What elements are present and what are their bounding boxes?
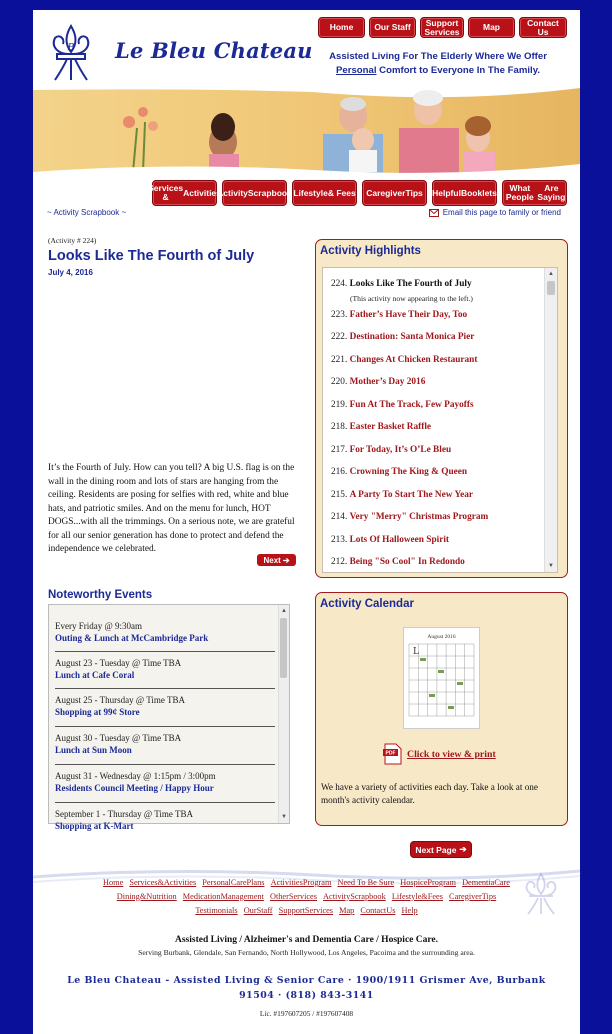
footer-link-support-services[interactable]: SupportServices	[278, 905, 334, 915]
event-item	[55, 658, 275, 680]
item-number: 216.	[331, 467, 348, 477]
highlight-item[interactable]	[331, 400, 474, 410]
fleur-de-lis-logo-icon[interactable]	[47, 24, 95, 84]
tagline	[318, 50, 558, 78]
address-line: Le Bleu Chateau - Assisted Living & Senior Care · 1900/1911 Grismer Ave, Burbank 91504 · (818) 843-3141	[67, 975, 546, 1001]
button-label-line1: Lifestyle	[293, 187, 328, 198]
event-when: August 30 - Tuesday @ Time TBA	[55, 733, 182, 743]
top-navigation	[318, 17, 567, 38]
item-number: 223.	[331, 310, 348, 320]
article-body: It’s the Fourth of July. How can you tell? A big U.S. flag is on the wall in the dining room and lots of stars are hanging from the ceiling. Residents are posing for selfies with red, white and blue hats, and patriotic smiles. And on the menu for lunch, HOT DOGS...with all the trimmings. On a serious note, we are grateful for all our senior generation has done to protect and defend the independence we celebrated.	[48, 463, 295, 554]
button-label-line2: Tips	[405, 187, 423, 198]
next-button-label: Next	[263, 555, 281, 565]
footer-link-help[interactable]: Help	[401, 905, 418, 915]
event-when: September 1 - Thursday @ Time TBA	[55, 809, 193, 819]
item-title: Very "Merry" Christmas Program	[349, 512, 489, 522]
event-when: August 23 - Tuesday @ Time TBA	[55, 658, 182, 668]
footer-link-dining-nutrition[interactable]: Dining&Nutrition	[116, 891, 177, 901]
footer-link-caregiver-tips[interactable]: CaregiverTips	[449, 891, 497, 901]
item-title: Destination: Santa Monica Pier	[349, 332, 475, 342]
event-title: Outing & Lunch at McCambridge Park	[55, 633, 209, 643]
item-title: For Today, It’s O’Le Bleu	[349, 445, 452, 455]
item-number: 212.	[331, 557, 348, 567]
scroll-up-icon[interactable]: ▲	[281, 608, 287, 614]
highlight-item[interactable]	[331, 445, 451, 455]
nav-home-button[interactable]: Home	[318, 17, 365, 38]
activity-calendar-panel	[315, 592, 568, 826]
highlights-list[interactable]	[322, 267, 558, 573]
highlight-item[interactable]	[331, 535, 449, 545]
event-item	[55, 733, 275, 755]
event-when: Every Friday @ 9:30am	[55, 621, 143, 631]
site-header	[33, 10, 580, 82]
item-title: Crowning The King & Queen	[349, 467, 468, 477]
event-divider	[55, 764, 275, 765]
section-navigation	[148, 180, 567, 206]
item-title: Fun At The Track, Few Payoffs	[349, 400, 474, 410]
footer-link-hospice-program[interactable]: HospiceProgram	[400, 878, 456, 887]
envelope-icon	[429, 209, 439, 217]
calendar-description: We have a variety of activities each day. Take a look at one month's activity calendar.	[321, 782, 538, 805]
nav-contact-us-button[interactable]: Contact Us	[519, 17, 567, 38]
nav-caregiver-tips-button[interactable]	[362, 180, 427, 206]
footer-link-medication-management[interactable]: MedicationManagement	[182, 891, 264, 901]
email-page-link[interactable]	[429, 208, 561, 217]
event-divider	[55, 802, 275, 803]
item-number: 222.	[331, 332, 348, 342]
footer-link-home[interactable]: Home	[103, 878, 124, 887]
scroll-up-icon[interactable]: ▲	[548, 271, 554, 277]
highlight-item[interactable]	[331, 557, 465, 567]
item-number: 217.	[331, 445, 348, 455]
nav-lifestyle-fees-button[interactable]	[292, 180, 357, 206]
highlight-item[interactable]	[331, 512, 488, 522]
footer-link-activities-program[interactable]: ActivitiesProgram	[270, 878, 332, 887]
scrollbar-thumb[interactable]	[547, 281, 555, 295]
care-types: Assisted Living / Alzheimer's and Dementia Care / Hospice Care.	[175, 935, 438, 945]
button-label-line2: Scrapbook	[247, 187, 292, 198]
button-label-line2: & Fees	[327, 187, 356, 198]
article-title: Looks Like The Fourth of July	[48, 248, 255, 264]
footer-link-lifestyle-fees[interactable]: Lifestyle&Fees	[391, 891, 443, 901]
calendar-title: Activity Calendar	[320, 598, 414, 610]
highlight-item[interactable]	[331, 332, 474, 342]
calendar-month: August 2016	[427, 634, 456, 640]
footer-links-row	[73, 890, 540, 904]
item-number: 214.	[331, 512, 348, 522]
footer-link-dementia-care[interactable]: DementiaCare	[462, 878, 510, 887]
footer-link-services-activities[interactable]: Services&Activities	[129, 878, 197, 887]
event-divider	[55, 688, 275, 689]
event-title: Shopping at K-Mart	[55, 821, 134, 831]
activity-highlights-panel	[315, 239, 568, 578]
item-number: 220.	[331, 377, 348, 387]
event-item	[55, 621, 275, 643]
page-container	[33, 10, 580, 1034]
button-label-line1: Helpful	[432, 187, 461, 198]
item-number: 215.	[331, 490, 348, 500]
button-label-line2: Booklets	[460, 187, 497, 198]
article-date: July 4, 2016	[48, 268, 93, 277]
highlight-item[interactable]	[331, 467, 467, 477]
nav-services-activities-button[interactable]	[148, 180, 221, 206]
nav-activity-scrapbook-button[interactable]	[217, 180, 292, 206]
footer-link-our-staff[interactable]: OurStaff	[243, 905, 273, 915]
event-when: August 25 - Thursday @ Time TBA	[55, 695, 185, 705]
arrow-right-icon: ➔	[282, 555, 290, 565]
footer-link-other-services[interactable]: OtherServices	[269, 891, 317, 901]
events-title: Noteworthy Events	[48, 589, 153, 601]
activity-article	[48, 236, 298, 277]
scroll-down-icon[interactable]: ▼	[548, 563, 554, 569]
brand-name: Le Bleu Chateau	[115, 38, 313, 63]
highlight-item[interactable]	[331, 355, 477, 365]
svg-text:B: B	[67, 43, 75, 53]
next-page-button[interactable]	[410, 841, 472, 858]
nav-helpful-booklets-button[interactable]	[432, 180, 497, 206]
item-title: Being "So Cool" In Redondo	[349, 557, 465, 567]
item-title: Lots Of Halloween Spirit	[349, 535, 450, 545]
activity-number: (Activity # 224)	[48, 236, 97, 245]
next-activity-button[interactable]	[257, 554, 296, 566]
scrollbar-thumb[interactable]	[280, 618, 287, 678]
item-title: Easter Basket Raffle	[349, 422, 432, 432]
footer-links-row	[73, 876, 540, 890]
highlights-scrollbar[interactable]	[544, 268, 557, 572]
footer-link-testimonials[interactable]: Testimonials	[195, 905, 238, 915]
item-title: Mother’s Day 2016	[349, 377, 426, 387]
nav-our-staff-button[interactable]: Our Staff	[369, 17, 416, 38]
highlight-item[interactable]	[331, 422, 431, 432]
button-label-line1: Services &	[148, 183, 184, 202]
arrow-right-icon: ➔	[459, 844, 467, 854]
event-item	[55, 695, 275, 717]
highlight-item[interactable]	[331, 310, 467, 320]
service-area: Serving Burbank, Glendale, San Fernando, North Hollywood, Los Angeles, Pacoima and the surrounding area.	[138, 948, 475, 957]
button-label-line1: Activity	[217, 187, 248, 198]
button-label-line1: Caregiver	[366, 187, 406, 198]
footer-link-personal-care-plans[interactable]: PersonalCarePlans	[202, 878, 265, 887]
item-title: Changes At Chicken Restaurant	[349, 355, 478, 365]
nav-map-button[interactable]: Map	[468, 17, 515, 38]
item-number: 221.	[331, 355, 348, 365]
pdf-icon	[383, 743, 403, 765]
item-title: Looks Like The Fourth of July	[349, 279, 472, 289]
highlight-item-current[interactable]	[331, 279, 472, 289]
events-scrollbar[interactable]	[278, 605, 289, 823]
item-title: A Party To Start The New Year	[349, 490, 474, 500]
button-label-line2: Activities	[183, 187, 221, 198]
highlights-title: Activity Highlights	[320, 245, 421, 257]
calendar-thumbnail[interactable]	[403, 627, 480, 729]
item-number: 218.	[331, 422, 348, 432]
footer-links	[73, 876, 540, 917]
footer-link-need-to-be-sure[interactable]: Need To Be Sure	[337, 878, 395, 887]
scroll-down-icon[interactable]: ▼	[281, 814, 287, 820]
license-numbers: Lic. #197607205 / #197607408	[259, 1009, 354, 1018]
event-title: Shopping at 99¢ Store	[55, 707, 140, 717]
breadcrumb: ~ Activity Scrapbook ~	[47, 208, 127, 217]
event-when: August 31 - Wednesday @ 1:15pm / 3:00pm	[55, 771, 216, 781]
calendar-link-text: Click to view & print	[407, 748, 496, 760]
event-title: Residents Council Meeting / Happy Hour	[55, 783, 214, 793]
event-title: Lunch at Cafe Coral	[55, 670, 135, 680]
email-link-text: Email this page to family or friend	[442, 208, 561, 217]
item-number: 219.	[331, 400, 348, 410]
footer-link-map[interactable]: Map	[339, 905, 355, 915]
calendar-print-link[interactable]	[383, 743, 496, 765]
footer-link-contact-us[interactable]: ContactUs	[360, 905, 396, 915]
highlight-item[interactable]	[331, 377, 425, 387]
svg-text:PDF: PDF	[385, 750, 396, 757]
item-number: 213.	[331, 535, 348, 545]
calendar-grid-icon	[404, 640, 479, 722]
footer-links-row	[73, 904, 540, 918]
family-photo-banner	[33, 82, 580, 178]
item-number: 224.	[331, 279, 348, 289]
button-label-line2: Are Saying	[537, 183, 566, 202]
events-list[interactable]	[48, 604, 290, 831]
tagline-text-end: Comfort to Everyone In The Family.	[376, 65, 540, 76]
event-divider	[55, 726, 275, 727]
event-divider	[55, 651, 275, 652]
event-title: Lunch at Sun Moon	[55, 745, 132, 755]
event-item	[55, 771, 275, 793]
tagline-text-start: Assisted Living For The Elderly Where We Offer	[329, 51, 547, 62]
nav-support-services-button[interactable]: Support Services	[420, 17, 464, 38]
tagline-emphasis: Personal	[335, 65, 377, 76]
highlight-item[interactable]	[331, 490, 473, 500]
current-activity-note: (This activity now appearing to the left.)	[350, 294, 473, 303]
svg-text:L: L	[413, 647, 419, 657]
nav-what-people-are-saying-button[interactable]	[502, 180, 567, 206]
footer-link-activity-scrapbook[interactable]: ActivityScrapbook	[323, 891, 386, 901]
event-item	[55, 809, 275, 831]
button-label-line1: What People	[505, 183, 534, 202]
item-title: Father’s Have Their Day, Too	[349, 310, 468, 320]
next-page-label: Next Page	[415, 844, 457, 855]
